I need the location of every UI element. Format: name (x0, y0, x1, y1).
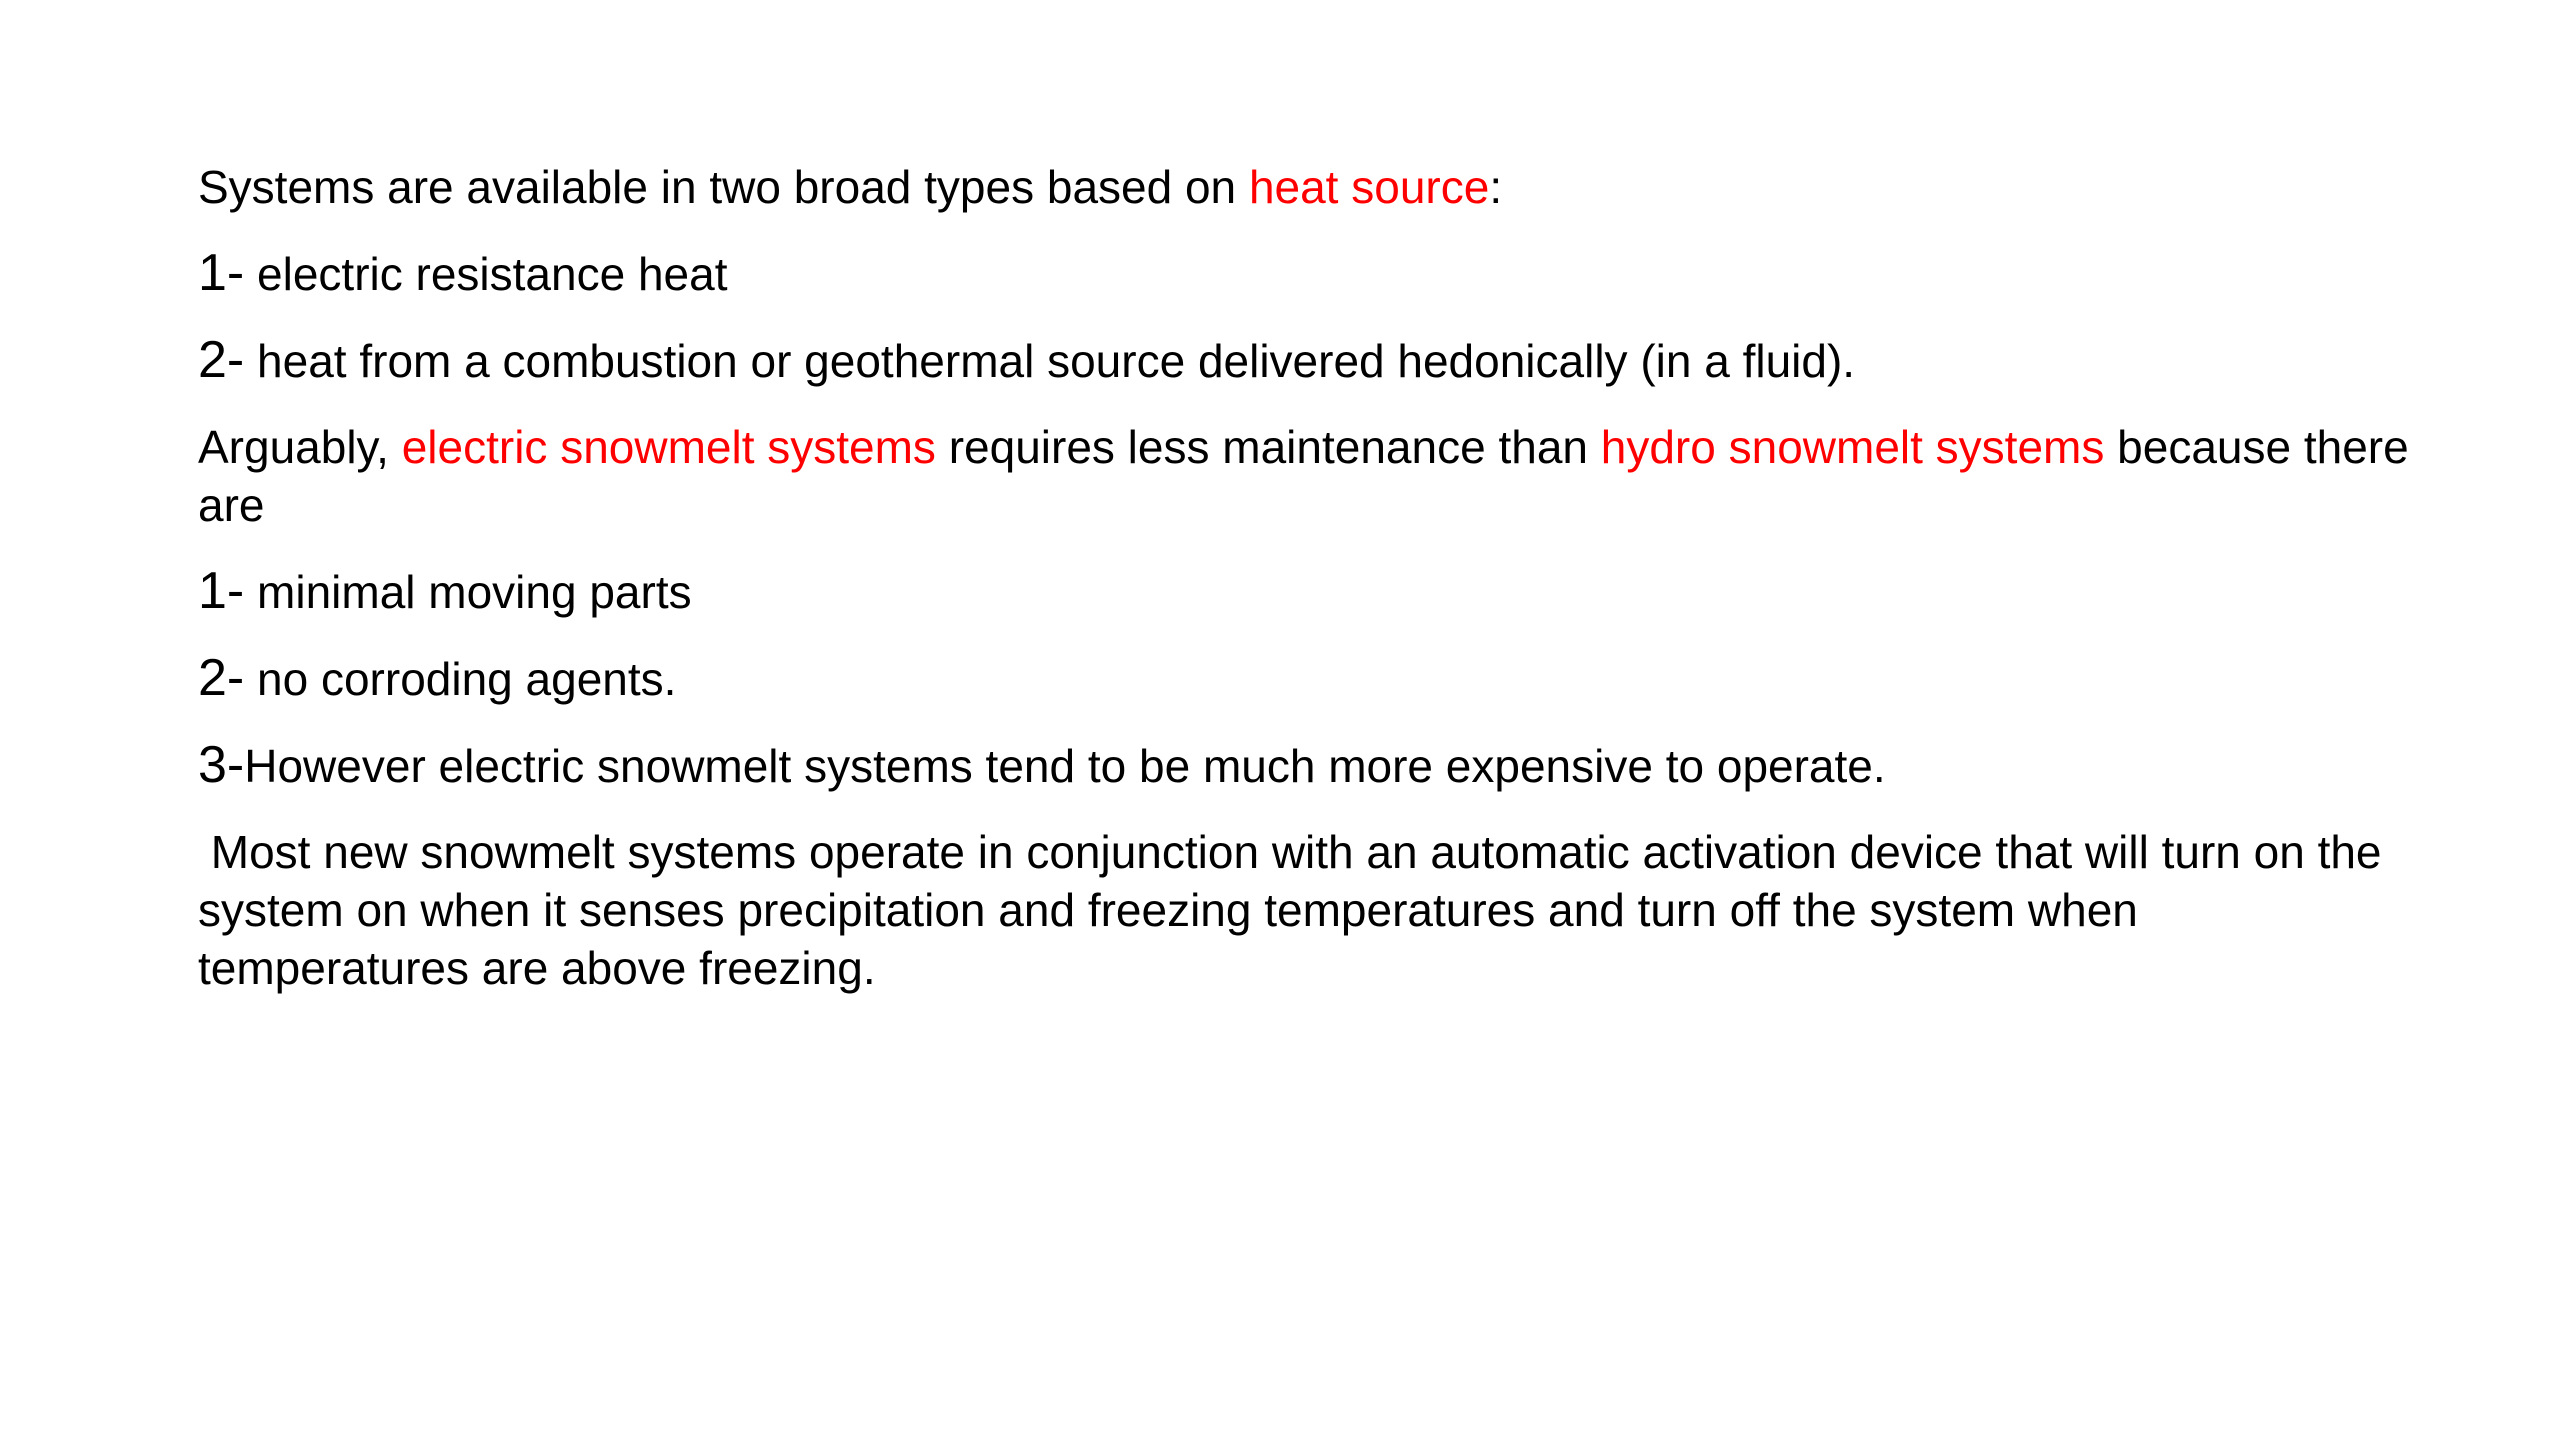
slide-body (198, 158, 2422, 1025)
heat-source-highlight: heat source (1248, 161, 1490, 213)
reason-item-2 (198, 649, 2418, 708)
intro-paragraph (198, 158, 2418, 216)
comparison-tail: because there are (198, 421, 2422, 531)
reason-item-1-text: minimal moving parts (244, 566, 692, 618)
type-item-2-text: heat from a combustion or geothermal source delivered hedonically (in a fluid). (244, 335, 1856, 387)
intro-text: Systems are available in two broad types based on (198, 161, 1249, 213)
type-item-2 (198, 331, 2418, 390)
comparison-paragraph (198, 418, 2422, 534)
reason-item-1 (198, 562, 2418, 621)
reason-item-2-number: 2- (198, 649, 245, 707)
electric-systems-highlight: electric snowmelt systems (401, 421, 936, 473)
type-item-2-number: 2- (198, 331, 245, 389)
reason-item-3-text: However electric snowmelt systems tend to be much more expensive to operate. (244, 740, 1886, 792)
reason-item-2-text: no corroding agents. (244, 653, 677, 705)
comparison-middle: requires less maintenance than (935, 421, 1601, 473)
hydro-systems-highlight: hydro snowmelt systems (1600, 421, 2105, 473)
closing-paragraph: Most new snowmelt systems operate in conjunction with an automatic activation device that will turn on the system on when it senses precipitation and freezing temperatures and turn off the system when temperatures are above freezing. (198, 826, 2395, 994)
reason-item-1-number: 1- (198, 562, 245, 620)
intro-colon: : (1489, 161, 1503, 213)
reason-item-3-number: 3- (198, 736, 245, 794)
type-item-1 (198, 244, 2418, 303)
comparison-lead: Arguably, (198, 421, 402, 473)
reason-item-3 (198, 736, 2418, 795)
type-item-1-number: 1- (198, 244, 245, 302)
type-item-1-text: electric resistance heat (244, 248, 728, 300)
